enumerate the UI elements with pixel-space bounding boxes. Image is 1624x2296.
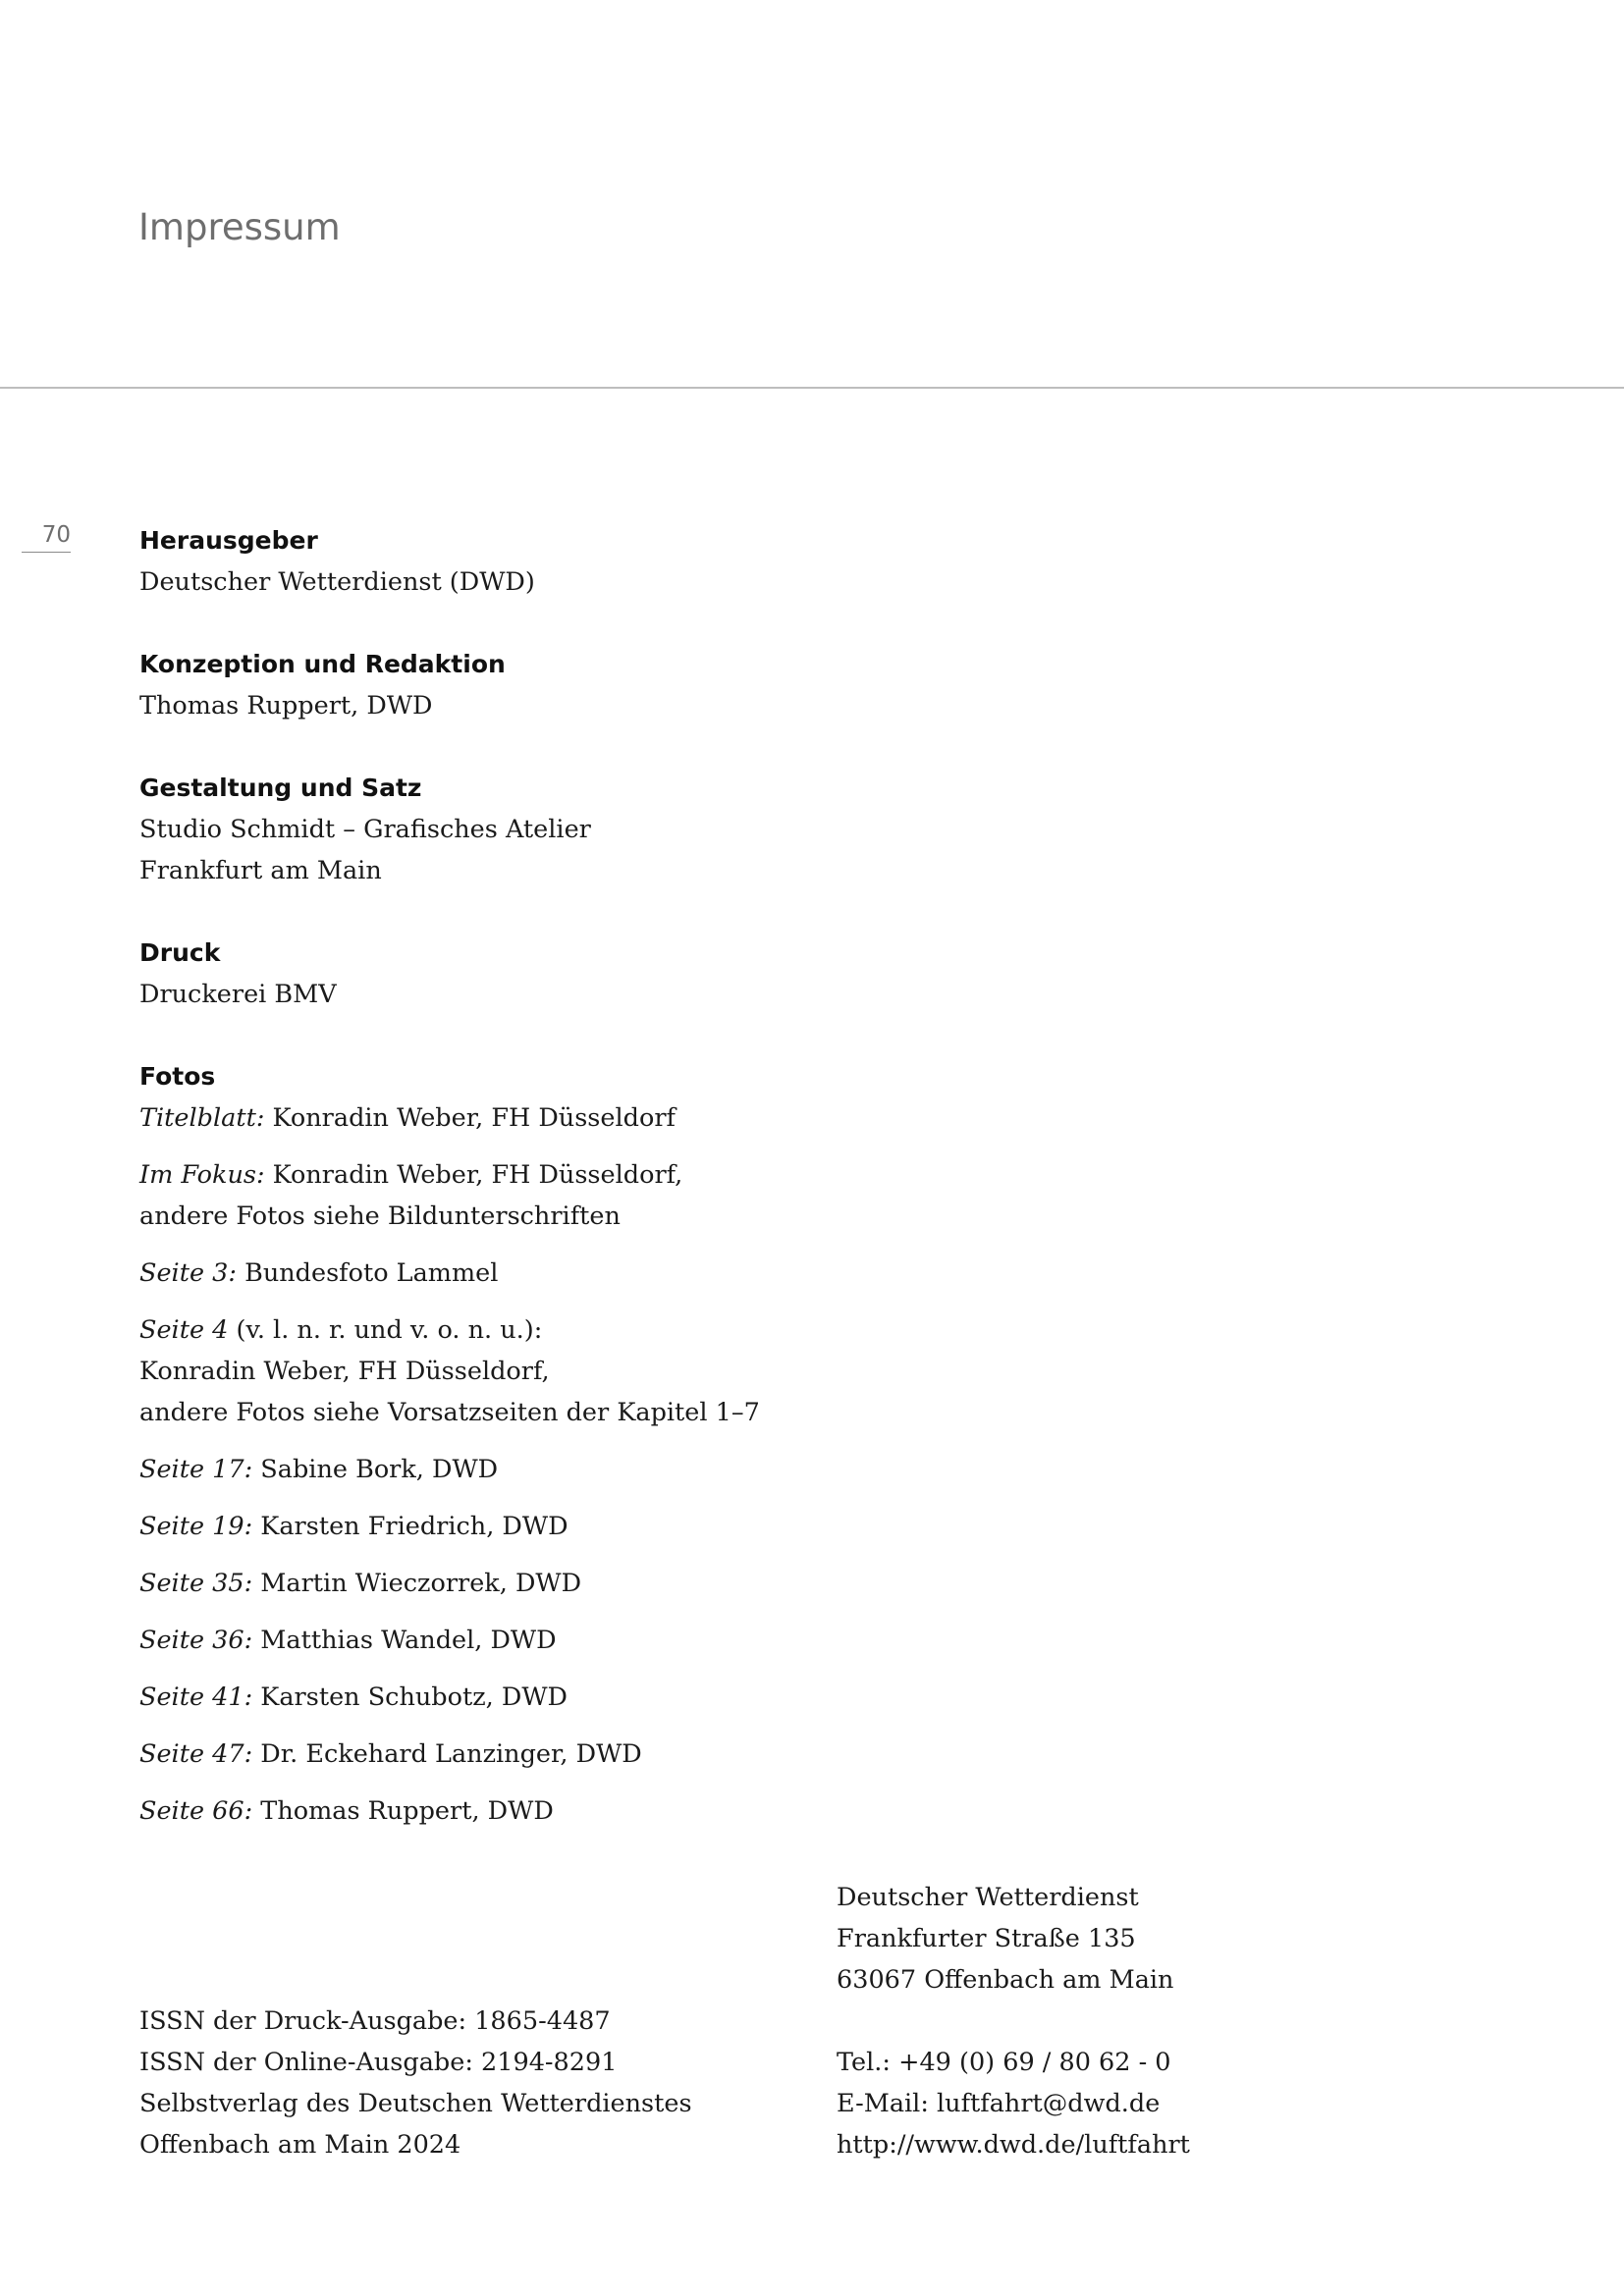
- title-divider: [0, 387, 1624, 389]
- photo-credit-text: Bundesfoto Lammel: [236, 1258, 499, 1288]
- section-konzeption: [139, 644, 1023, 726]
- photo-credit-text: Sabine Bork, DWD: [252, 1455, 499, 1484]
- photo-credit-label: Titelblatt:: [139, 1103, 265, 1133]
- page-title: Impressum: [138, 206, 341, 248]
- address-line: Deutscher Wetterdienst: [837, 1883, 1139, 1912]
- photo-credit-label: Im Fokus:: [139, 1160, 265, 1190]
- section-heading: Herausgeber: [139, 526, 318, 555]
- photo-credit-text: andere Fotos siehe Vorsatzseiten der Kapitel 1–7: [139, 1398, 760, 1427]
- photo-credit-text: andere Fotos siehe Bildunterschriften: [139, 1201, 621, 1231]
- section-line: Frankfurt am Main: [139, 856, 382, 885]
- photo-credit-text: Thomas Ruppert, DWD: [252, 1796, 554, 1826]
- issn-line: Offenbach am Main 2024: [139, 2130, 461, 2160]
- photo-credit-text: Konradin Weber, FH Düsseldorf,: [264, 1160, 683, 1190]
- section-gestaltung: [139, 768, 1023, 891]
- section-line: Deutscher Wetterdienst (DWD): [139, 567, 535, 597]
- section-heading: Gestaltung und Satz: [139, 774, 422, 802]
- credits-column: [139, 520, 1023, 1873]
- photo-credit-text: Karsten Schubotz, DWD: [252, 1682, 568, 1712]
- photo-credit-text: Karsten Friedrich, DWD: [252, 1512, 568, 1541]
- website-link[interactable]: http://www.dwd.de/luftfahrt: [837, 2130, 1190, 2160]
- photo-credit: [139, 1620, 1023, 1661]
- issn-line: ISSN der Online-Ausgabe: 2194-8291: [139, 2048, 618, 2077]
- photo-credit: [139, 1677, 1023, 1718]
- photo-credit: [139, 1563, 1023, 1604]
- phone-number: Tel.: +49 (0) 69 / 80 62 - 0: [837, 2048, 1171, 2077]
- photo-credit-label: Seite 3:: [139, 1258, 237, 1288]
- photo-credit: [139, 1154, 1023, 1237]
- photo-credit-label: Seite 47:: [139, 1739, 253, 1769]
- photo-credit-label: Seite 35:: [139, 1569, 253, 1598]
- issn-line: ISSN der Druck-Ausgabe: 1865-4487: [139, 2006, 611, 2036]
- photo-credit: [139, 1506, 1023, 1547]
- section-heading: Druck: [139, 938, 221, 967]
- section-heading: Konzeption und Redaktion: [139, 650, 506, 678]
- address-line: Frankfurter Straße 135: [837, 1924, 1136, 1953]
- issn-block: [139, 2001, 692, 2165]
- address-line: 63067 Offenbach am Main: [837, 1965, 1174, 1995]
- photo-credit: [139, 1097, 1023, 1139]
- photo-credit-text: Dr. Eckehard Lanzinger, DWD: [252, 1739, 642, 1769]
- photo-credit: [139, 1734, 1023, 1775]
- section-druck: [139, 933, 1023, 1015]
- photo-credit: [139, 1309, 1023, 1433]
- section-fotos: [139, 1056, 1023, 1832]
- photo-credit-label: Seite 36:: [139, 1626, 253, 1655]
- photo-credit-label: Seite 4: [139, 1315, 229, 1345]
- photo-credit-text: Konradin Weber, FH Düsseldorf: [264, 1103, 676, 1133]
- photo-credit-text: (v. l. n. r. und v. o. n. u.):: [228, 1315, 543, 1345]
- section-herausgeber: [139, 520, 1023, 603]
- photo-credit: [139, 1253, 1023, 1294]
- contact-block: [837, 1877, 1190, 2165]
- photo-credit-label: Seite 66:: [139, 1796, 253, 1826]
- photo-credit-label: Seite 41:: [139, 1682, 253, 1712]
- issn-line: Selbstverlag des Deutschen Wetterdienstes: [139, 2089, 692, 2118]
- section-line: Studio Schmidt – Grafisches Atelier: [139, 815, 591, 844]
- photo-credit-label: Seite 19:: [139, 1512, 253, 1541]
- photo-credit-label: Seite 17:: [139, 1455, 253, 1484]
- page-number: 70: [22, 522, 71, 553]
- photo-credit: [139, 1790, 1023, 1832]
- photo-credit-text: Martin Wieczorrek, DWD: [252, 1569, 582, 1598]
- section-line: Thomas Ruppert, DWD: [139, 691, 433, 721]
- photo-credit-text: Konradin Weber, FH Düsseldorf,: [139, 1357, 550, 1386]
- section-line: Druckerei BMV: [139, 980, 337, 1009]
- photo-credit: [139, 1449, 1023, 1490]
- photo-credit-text: Matthias Wandel, DWD: [252, 1626, 557, 1655]
- section-heading: Fotos: [139, 1062, 216, 1091]
- email-address[interactable]: E-Mail: luftfahrt@dwd.de: [837, 2089, 1161, 2118]
